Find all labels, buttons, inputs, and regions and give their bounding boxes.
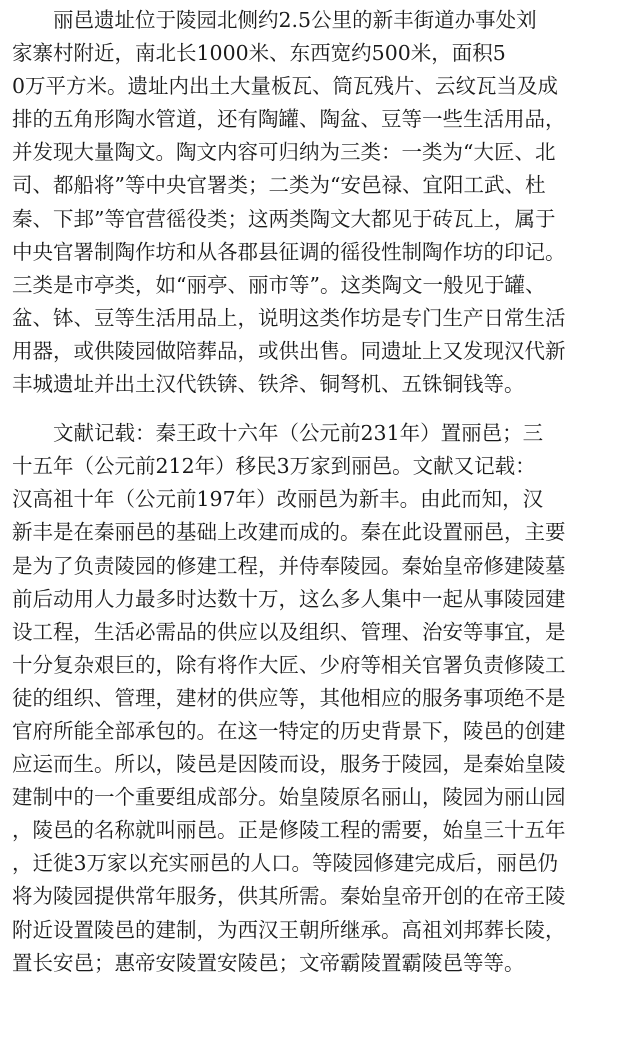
text-line: 新丰是在秦丽邑的基础上改建而成的。秦在此设置丽邑，主要 <box>12 520 566 545</box>
paragraph-historical-records <box>12 417 632 980</box>
text-line: 设工程，生活必需品的供应以及组织、管理、治安等事宜，是 <box>12 619 566 644</box>
text-line: 中央官署制陶作坊和从各郡县征调的徭役性制陶作坊的印记。 <box>12 239 566 264</box>
paragraph-liyi-site <box>12 4 632 401</box>
text-line: 附近设置陵邑的建制，为西汉王朝所继承。高祖刘邦葬长陵， <box>12 917 566 942</box>
text-line: 丰城遗址并出土汉代铁锛、铁斧、铜弩机、五铢铜钱等。 <box>12 372 525 397</box>
text-line: 十五年（公元前212年）移民3万家到丽邑。文献又记载： <box>12 454 536 479</box>
text-line: 官府所能全部承包的。在这一特定的历史背景下，陵邑的创建 <box>12 718 566 743</box>
text-line: 秦、下邽”等官营徭役类；这两类陶文大都见于砖瓦上，属于 <box>12 206 556 231</box>
text-line: 家寨村附近，南北长1000米、东西宽约500米，面积5 <box>12 41 506 66</box>
text-line: 应运而生。所以，陵邑是因陵而设，服务于陵园，是秦始皇陵 <box>12 752 566 777</box>
text-line: 是为了负责陵园的修建工程，并侍奉陵园。秦始皇帝修建陵墓 <box>12 553 566 578</box>
text-line: 并发现大量陶文。陶文内容可归纳为三类：一类为“大匠、北 <box>12 140 556 165</box>
text-line: 丽邑遗址位于陵园北侧约2.5公里的新丰街道办事处刘 <box>12 8 537 32</box>
text-line: ，迁徙3万家以充实丽邑的人口。等陵园修建完成后，丽邑仍 <box>12 851 559 876</box>
text-line: 前后动用人力最多时达数十万，这么多人集中一起从事陵园建 <box>12 586 566 611</box>
text-line: 用器，或供陵园做陪葬品，或供出售。同遗址上又发现汉代新 <box>12 338 566 363</box>
text-line: 盆、钵、豆等生活用品上，说明这类作坊是专门生产日常生活 <box>12 305 566 330</box>
text-line: 置长安邑；惠帝安陵置安陵邑；文帝霸陵置霸陵邑等等。 <box>12 950 525 975</box>
text-line: 文献记载：秦王政十六年（公元前231年）置丽邑；三 <box>12 421 544 446</box>
text-line: 排的五角形陶水管道，还有陶罐、陶盆、豆等一些生活用品， <box>12 107 566 132</box>
text-line: ，陵邑的名称就叫丽邑。正是修陵工程的需要，始皇三十五年 <box>12 818 566 843</box>
text-line: 十分复杂艰巨的，除有将作大匠、少府等相关官署负责修陵工 <box>12 652 566 677</box>
text-line: 徒的组织、管理，建材的供应等，其他相应的服务事项绝不是 <box>12 685 566 710</box>
text-line: 建制中的一个重要组成部分。始皇陵原名丽山，陵园为丽山园 <box>12 785 566 810</box>
text-line: 0万平方米。遗址内出土大量板瓦、筒瓦残片、云纹瓦当及成 <box>12 74 559 99</box>
text-line: 将为陵园提供常年服务，供其所需。秦始皇帝开创的在帝王陵 <box>12 884 566 909</box>
text-line: 司、都船将”等中央官署类；二类为“安邑禄、宜阳工武、杜 <box>12 173 546 198</box>
text-line: 汉高祖十年（公元前197年）改丽邑为新丰。由此而知，汉 <box>12 487 544 512</box>
text-line: 三类是市亭类，如“丽亭、丽市等”。这类陶文一般见于罐、 <box>12 272 546 297</box>
